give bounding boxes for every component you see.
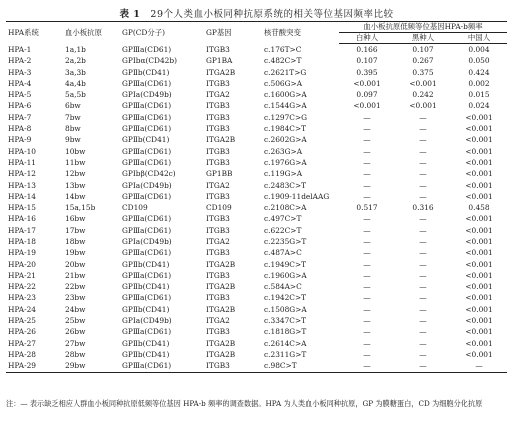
cell-system: HPA-7 bbox=[8, 112, 32, 122]
cell-black-frequency: — bbox=[419, 214, 427, 224]
table-row bbox=[6, 100, 507, 111]
cell-antigen: 6bw bbox=[65, 101, 81, 111]
cell-system: HPA-28 bbox=[8, 349, 36, 359]
cell-antigen: 27bw bbox=[65, 338, 86, 348]
table-title bbox=[0, 6, 513, 20]
cell-mutation: c.2108C>A bbox=[264, 203, 307, 213]
table-row bbox=[6, 225, 507, 236]
cell-chinese-frequency: 0.024 bbox=[468, 101, 490, 111]
header-gene: GP基因 bbox=[204, 22, 262, 44]
header-gp: GP(CD分子) bbox=[120, 22, 204, 44]
table-row bbox=[6, 89, 507, 100]
cell-gene: ITGA2B bbox=[206, 282, 236, 292]
cell-gene: ITGA2B bbox=[206, 135, 236, 145]
cell-system: HPA-21 bbox=[8, 270, 36, 280]
table-number: 表 1 bbox=[119, 9, 141, 20]
cell-system: HPA-18 bbox=[8, 236, 36, 246]
cell-system: HPA-3 bbox=[8, 67, 32, 77]
cell-gp: GPⅢa(CD61) bbox=[120, 360, 204, 372]
cell-gp: GPⅡb(CD41) bbox=[122, 338, 170, 348]
cell-mutation: c.98C>T bbox=[262, 360, 339, 372]
cell-white-frequency: 0.097 bbox=[356, 90, 378, 100]
cell-gp: GPⅠa(CD49b) bbox=[122, 236, 172, 246]
cell-gene: ITGA2B bbox=[206, 349, 236, 359]
cell-white-frequency: <0.001 bbox=[353, 101, 381, 111]
cell-mutation: c.119G>A bbox=[264, 169, 303, 179]
cell-white-frequency: — bbox=[363, 124, 371, 134]
cell-chinese-frequency: <0.001 bbox=[465, 236, 493, 246]
cell-black-frequency: — bbox=[419, 169, 427, 179]
cell-antigen: 17bw bbox=[65, 225, 86, 235]
cell-gp: GPⅠa(CD49b) bbox=[122, 180, 172, 190]
cell-white-frequency: — bbox=[363, 259, 371, 269]
cell-white-frequency: — bbox=[363, 327, 371, 337]
cell-gp: GPⅡb(CD41) bbox=[122, 349, 170, 359]
cell-chinese-frequency: 0.015 bbox=[468, 90, 490, 100]
cell-mutation: c.1960G>A bbox=[264, 270, 307, 280]
header-system: HPA系统 bbox=[6, 22, 63, 44]
cell-gene: ITGA2 bbox=[206, 236, 230, 246]
cell-antigen: 18bw bbox=[65, 236, 86, 246]
cell-gp: GPⅢa(CD61) bbox=[122, 124, 172, 134]
cell-chinese-frequency: <0.001 bbox=[465, 293, 493, 303]
cell-gene: GP1BA bbox=[206, 56, 233, 66]
cell-white-frequency: — bbox=[363, 270, 371, 280]
header-antigen: 血小板抗原 bbox=[63, 22, 120, 44]
cell-black-frequency: 0.107 bbox=[412, 44, 434, 54]
cell-black-frequency: 0.242 bbox=[412, 90, 434, 100]
cell-gene: ITGA2B bbox=[206, 259, 236, 269]
cell-gp: GPⅡb(CD41) bbox=[122, 135, 170, 145]
cell-white-frequency: — bbox=[363, 282, 371, 292]
cell-black-frequency: <0.001 bbox=[409, 101, 437, 111]
table-row bbox=[6, 326, 507, 337]
cell-gp: GPⅠbβ(CD42c) bbox=[122, 169, 176, 179]
cell-gp: GPⅠbα(CD42b) bbox=[122, 56, 178, 66]
cell-gp: GPⅠa(CD49b) bbox=[122, 90, 172, 100]
cell-black-frequency: <0.001 bbox=[409, 78, 437, 88]
cell-gene: ITGB3 bbox=[206, 78, 230, 88]
cell-gene: ITGB3 bbox=[206, 270, 230, 280]
header-white: 白种人 bbox=[339, 33, 395, 44]
cell-white-frequency: 0.395 bbox=[356, 67, 378, 77]
cell-chinese-frequency: <0.001 bbox=[465, 157, 493, 167]
cell-gp: GPⅡb(CD41) bbox=[122, 67, 170, 77]
cell-mutation: c.263G>A bbox=[264, 146, 303, 156]
cell-chinese-frequency: 0.458 bbox=[468, 203, 490, 213]
cell-antigen: 7bw bbox=[65, 112, 81, 122]
cell-black-frequency: — bbox=[419, 135, 427, 145]
cell-antigen: 9bw bbox=[65, 135, 81, 145]
cell-gp: GPⅢa(CD61) bbox=[122, 101, 172, 111]
cell-mutation: c.497C>T bbox=[264, 214, 302, 224]
cell-gp: GPⅢa(CD61) bbox=[122, 270, 172, 280]
table-footnote: 注：— 表示缺乏相应人群血小板同种抗原低频等位基因 HPA-b 频率的调查数据。HPA 为人类血小板同种抗原，GP 为膜糖蛋白，CD 为细胞分化抗原 bbox=[6, 399, 483, 408]
cell-black-frequency: — bbox=[419, 124, 427, 134]
cell-black-frequency: — bbox=[419, 349, 427, 359]
cell-system: HPA-15 bbox=[8, 203, 36, 213]
cell-mutation: c.176T>C bbox=[264, 44, 302, 54]
cell-gene: ITGB3 bbox=[206, 101, 230, 111]
cell-black-frequency: — bbox=[419, 248, 427, 258]
cell-mutation: c.1976G>A bbox=[264, 157, 307, 167]
cell-mutation: c.487A>C bbox=[264, 248, 302, 258]
cell-white-frequency: <0.001 bbox=[353, 78, 381, 88]
table-row bbox=[6, 123, 507, 134]
cell-mutation: c.2311G>T bbox=[264, 349, 307, 359]
cell-chinese-frequency: <0.001 bbox=[465, 327, 493, 337]
cell-white-frequency: — bbox=[363, 225, 371, 235]
cell-mutation: c.2602G>A bbox=[264, 135, 307, 145]
cell-black-frequency: — bbox=[419, 304, 427, 314]
cell-chinese-frequency: <0.001 bbox=[465, 270, 493, 280]
header-chinese: 中国人 bbox=[451, 33, 507, 44]
cell-gene: ITGA2B bbox=[206, 338, 236, 348]
cell-black-frequency: — bbox=[419, 270, 427, 280]
cell-black-frequency: — bbox=[419, 146, 427, 156]
header-black: 黑种人 bbox=[395, 33, 451, 44]
cell-black-frequency: — bbox=[419, 293, 427, 303]
table-row bbox=[6, 191, 507, 202]
cell-black-frequency: 0.267 bbox=[412, 56, 434, 66]
cell-gp: GPⅢa(CD61) bbox=[122, 248, 172, 258]
cell-black-frequency: — bbox=[419, 338, 427, 348]
table-row bbox=[6, 157, 507, 168]
cell-black-frequency: — bbox=[395, 360, 451, 372]
cell-white-frequency: — bbox=[363, 180, 371, 190]
cell-gp: GPⅡb(CD41) bbox=[122, 304, 170, 314]
table-body bbox=[6, 44, 507, 373]
cell-antigen: 25bw bbox=[65, 316, 86, 326]
cell-chinese-frequency: <0.001 bbox=[465, 316, 493, 326]
cell-mutation: c.1544G>A bbox=[264, 101, 307, 111]
cell-antigen: 20bw bbox=[65, 259, 86, 269]
header-frequency-group: 血小板抗原低频等位基因HPA-b频率 bbox=[339, 22, 507, 33]
table-row bbox=[6, 338, 507, 349]
cell-white-frequency: 0.517 bbox=[356, 203, 378, 213]
cell-system: HPA-19 bbox=[8, 248, 36, 258]
cell-gp: GPⅡb(CD41) bbox=[122, 282, 170, 292]
cell-chinese-frequency: <0.001 bbox=[465, 169, 493, 179]
cell-black-frequency: — bbox=[419, 225, 427, 235]
table-row bbox=[6, 134, 507, 145]
cell-mutation: c.1949C>T bbox=[264, 259, 307, 269]
cell-mutation: c.506G>A bbox=[264, 78, 303, 88]
cell-gp: GPⅢa(CD61) bbox=[122, 112, 172, 122]
cell-system: HPA-9 bbox=[8, 135, 32, 145]
cell-white-frequency: — bbox=[363, 304, 371, 314]
cell-gene: ITGB3 bbox=[206, 44, 230, 54]
cell-mutation: c.1909-11delAAG bbox=[264, 191, 330, 201]
cell-gene: GP1BB bbox=[206, 169, 233, 179]
cell-gene: ITGB3 bbox=[206, 293, 230, 303]
table-row bbox=[6, 168, 507, 179]
cell-white-frequency: — bbox=[363, 248, 371, 258]
cell-white-frequency: — bbox=[363, 169, 371, 179]
table-row bbox=[6, 180, 507, 191]
cell-system: HPA-12 bbox=[8, 169, 36, 179]
cell-gene: ITGB3 bbox=[206, 124, 230, 134]
cell-system: HPA-1 bbox=[8, 44, 32, 54]
table-row bbox=[6, 112, 507, 123]
table-row bbox=[6, 213, 507, 224]
cell-system: HPA-11 bbox=[8, 157, 36, 167]
cell-chinese-frequency: <0.001 bbox=[465, 259, 493, 269]
table-row bbox=[6, 293, 507, 304]
table-row bbox=[6, 349, 507, 360]
cell-mutation: c.2483C>T bbox=[264, 180, 307, 190]
cell-chinese-frequency: <0.001 bbox=[465, 112, 493, 122]
cell-gp: GPⅢa(CD61) bbox=[122, 157, 172, 167]
cell-mutation: c.2235G>T bbox=[264, 236, 307, 246]
cell-gp: GPⅢa(CD61) bbox=[122, 146, 172, 156]
cell-antigen: 3a,3b bbox=[65, 67, 86, 77]
cell-black-frequency: — bbox=[419, 282, 427, 292]
cell-system: HPA-4 bbox=[8, 78, 32, 88]
cell-system: HPA-13 bbox=[8, 180, 36, 190]
cell-chinese-frequency: <0.001 bbox=[465, 349, 493, 359]
cell-black-frequency: 0.316 bbox=[412, 203, 434, 213]
cell-gp: GPⅡb(CD41) bbox=[122, 259, 170, 269]
cell-mutation: c.2614C>A bbox=[264, 338, 307, 348]
cell-chinese-frequency: — bbox=[451, 360, 507, 372]
cell-gene: ITGB3 bbox=[206, 327, 230, 337]
cell-system: HPA-27 bbox=[8, 338, 36, 348]
table-row bbox=[6, 44, 507, 56]
cell-chinese-frequency: 0.424 bbox=[468, 67, 490, 77]
table-header bbox=[6, 22, 507, 44]
cell-chinese-frequency: <0.001 bbox=[465, 146, 493, 156]
cell-white-frequency: — bbox=[363, 157, 371, 167]
cell-gene: ITGA2 bbox=[206, 316, 230, 326]
cell-mutation: c.482C>T bbox=[264, 56, 302, 66]
table-row bbox=[6, 281, 507, 292]
cell-chinese-frequency: <0.001 bbox=[465, 214, 493, 224]
cell-antigen: 2a,2b bbox=[65, 56, 86, 66]
cell-mutation: c.584A>C bbox=[264, 282, 302, 292]
cell-system: HPA-2 bbox=[8, 56, 32, 66]
cell-white-frequency: — bbox=[363, 135, 371, 145]
cell-chinese-frequency: <0.001 bbox=[465, 304, 493, 314]
table-row bbox=[6, 360, 507, 372]
cell-mutation: c.1818G>T bbox=[264, 327, 307, 337]
cell-gp: CD109 bbox=[122, 203, 148, 213]
cell-antigen: 16bw bbox=[65, 214, 86, 224]
cell-white-frequency: 0.107 bbox=[356, 56, 378, 66]
cell-gene: ITGA2 bbox=[206, 90, 230, 100]
table-row bbox=[6, 55, 507, 66]
cell-system: HPA-29 bbox=[6, 360, 63, 372]
cell-antigen: 19bw bbox=[65, 248, 86, 258]
cell-gene: ITGB3 bbox=[206, 214, 230, 224]
cell-gp: GPⅢa(CD61) bbox=[122, 293, 172, 303]
cell-system: HPA-10 bbox=[8, 146, 36, 156]
cell-chinese-frequency: <0.001 bbox=[465, 248, 493, 258]
cell-white-frequency: — bbox=[363, 214, 371, 224]
cell-black-frequency: — bbox=[419, 236, 427, 246]
cell-gp: GPⅢa(CD61) bbox=[122, 191, 172, 201]
cell-gene: CD109 bbox=[206, 203, 232, 213]
cell-gp: GPⅢa(CD61) bbox=[122, 44, 172, 54]
cell-antigen: 8bw bbox=[65, 124, 81, 134]
cell-white-frequency: — bbox=[363, 316, 371, 326]
cell-antigen: 13bw bbox=[65, 180, 86, 190]
cell-white-frequency: — bbox=[363, 338, 371, 348]
cell-antigen: 26bw bbox=[65, 327, 86, 337]
cell-antigen: 11bw bbox=[65, 157, 86, 167]
cell-antigen: 14bw bbox=[65, 191, 86, 201]
cell-antigen: 10bw bbox=[65, 146, 86, 156]
cell-antigen: 12bw bbox=[65, 169, 86, 179]
cell-white-frequency: — bbox=[363, 236, 371, 246]
cell-black-frequency: — bbox=[419, 327, 427, 337]
cell-mutation: c.1508G>A bbox=[264, 304, 307, 314]
table-row bbox=[6, 78, 507, 89]
cell-chinese-frequency: <0.001 bbox=[465, 135, 493, 145]
cell-system: HPA-16 bbox=[8, 214, 36, 224]
cell-system: HPA-23 bbox=[8, 293, 36, 303]
cell-mutation: c.622C>T bbox=[264, 225, 302, 235]
cell-gene: ITGB3 bbox=[206, 146, 230, 156]
cell-mutation: c.1942C>T bbox=[264, 293, 307, 303]
cell-gene: ITGB3 bbox=[204, 360, 262, 372]
table-row bbox=[6, 270, 507, 281]
table-row bbox=[6, 202, 507, 213]
cell-white-frequency: — bbox=[363, 191, 371, 201]
cell-gene: ITGB3 bbox=[206, 248, 230, 258]
cell-antigen: 29bw bbox=[63, 360, 120, 372]
cell-system: HPA-14 bbox=[8, 191, 36, 201]
cell-gp: GPⅢa(CD61) bbox=[122, 225, 172, 235]
cell-system: HPA-26 bbox=[8, 327, 36, 337]
cell-system: HPA-8 bbox=[8, 124, 32, 134]
cell-gene: ITGB3 bbox=[206, 191, 230, 201]
cell-antigen: 21bw bbox=[65, 270, 86, 280]
cell-white-frequency: — bbox=[363, 112, 371, 122]
table-row bbox=[6, 67, 507, 78]
cell-gp: GPⅠa(CD49b) bbox=[122, 316, 172, 326]
cell-mutation: c.1600G>A bbox=[264, 90, 307, 100]
cell-antigen: 22bw bbox=[65, 282, 86, 292]
cell-black-frequency: — bbox=[419, 259, 427, 269]
cell-black-frequency: 0.375 bbox=[412, 67, 434, 77]
cell-black-frequency: — bbox=[419, 191, 427, 201]
cell-chinese-frequency: <0.001 bbox=[465, 338, 493, 348]
cell-mutation: c.1984C>T bbox=[264, 124, 307, 134]
cell-gp: GPⅢa(CD61) bbox=[122, 327, 172, 337]
cell-gene: ITGB3 bbox=[206, 157, 230, 167]
cell-gp: GPⅢa(CD61) bbox=[122, 214, 172, 224]
cell-white-frequency: 0.166 bbox=[356, 44, 378, 54]
cell-gp: GPⅢa(CD61) bbox=[122, 78, 172, 88]
cell-mutation: c.3347C>T bbox=[264, 316, 307, 326]
cell-antigen: 15a,15b bbox=[65, 203, 96, 213]
cell-black-frequency: — bbox=[419, 316, 427, 326]
table-row bbox=[6, 315, 507, 326]
cell-white-frequency: — bbox=[363, 146, 371, 156]
frequency-table bbox=[6, 21, 507, 373]
cell-chinese-frequency: <0.001 bbox=[465, 282, 493, 292]
cell-black-frequency: — bbox=[419, 157, 427, 167]
cell-gene: ITGA2 bbox=[206, 180, 230, 190]
cell-chinese-frequency: 0.050 bbox=[468, 56, 490, 66]
cell-system: HPA-20 bbox=[8, 259, 36, 269]
cell-white-frequency: — bbox=[339, 360, 395, 372]
cell-antigen: 23bw bbox=[65, 293, 86, 303]
cell-chinese-frequency: <0.001 bbox=[465, 124, 493, 134]
cell-antigen: 4a,4b bbox=[65, 78, 86, 88]
cell-system: HPA-17 bbox=[8, 225, 36, 235]
cell-system: HPA-24 bbox=[8, 304, 36, 314]
table-row bbox=[6, 259, 507, 270]
cell-chinese-frequency: 0.004 bbox=[468, 44, 490, 54]
cell-antigen: 1a,1b bbox=[65, 44, 86, 54]
cell-antigen: 24bw bbox=[65, 304, 86, 314]
cell-gene: ITGB3 bbox=[206, 112, 230, 122]
cell-system: HPA-5 bbox=[8, 90, 32, 100]
cell-chinese-frequency: <0.001 bbox=[465, 180, 493, 190]
table-row bbox=[6, 247, 507, 258]
cell-white-frequency: — bbox=[363, 349, 371, 359]
cell-gene: ITGA2B bbox=[206, 67, 236, 77]
cell-mutation: c.2621T>G bbox=[264, 67, 307, 77]
table-caption: 29个人类血小板同种抗原系统的相关等位基因频率比较 bbox=[150, 9, 394, 20]
cell-black-frequency: — bbox=[419, 180, 427, 190]
cell-mutation: c.1297C>G bbox=[264, 112, 308, 122]
cell-black-frequency: — bbox=[419, 112, 427, 122]
cell-antigen: 5a,5b bbox=[65, 90, 86, 100]
cell-white-frequency: — bbox=[363, 293, 371, 303]
cell-gene: ITGA2B bbox=[206, 304, 236, 314]
header-mutation: 核苷酸突变 bbox=[262, 22, 339, 44]
cell-gene: ITGB3 bbox=[206, 225, 230, 235]
cell-chinese-frequency: 0.002 bbox=[468, 78, 490, 88]
cell-system: HPA-25 bbox=[8, 316, 36, 326]
table-row bbox=[6, 304, 507, 315]
cell-antigen: 28bw bbox=[65, 349, 86, 359]
cell-system: HPA-6 bbox=[8, 101, 32, 111]
table-row bbox=[6, 146, 507, 157]
cell-chinese-frequency: <0.001 bbox=[465, 191, 493, 201]
cell-chinese-frequency: <0.001 bbox=[465, 225, 493, 235]
cell-system: HPA-22 bbox=[8, 282, 36, 292]
table-row bbox=[6, 236, 507, 247]
